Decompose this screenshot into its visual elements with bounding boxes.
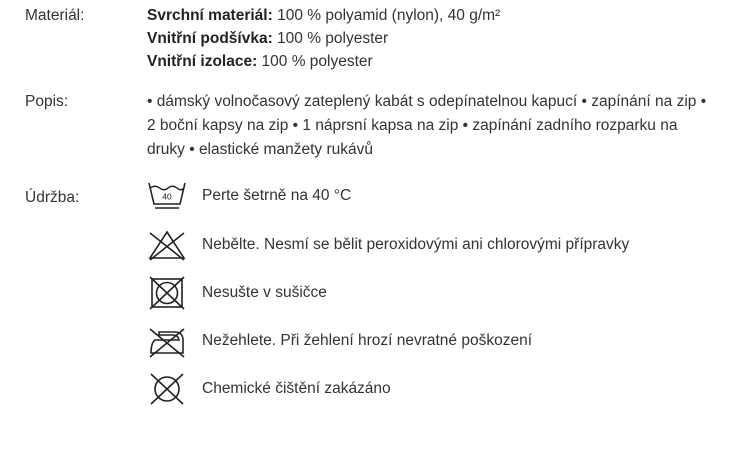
- care-text: Perte šetrně na 40 °C: [202, 187, 352, 204]
- material-name: Vnitřní podšívka:: [147, 30, 273, 47]
- wash-temp-text: 40: [162, 191, 172, 202]
- description-label: Popis:: [25, 93, 69, 110]
- material-name: Vnitřní izolace:: [147, 53, 258, 70]
- no-dry-clean-icon: [147, 371, 187, 407]
- material-line-outer: [147, 4, 500, 27]
- care-item-wash: [147, 178, 707, 214]
- material-label: Materiál:: [25, 7, 85, 24]
- care-item-iron: [147, 323, 707, 359]
- care-item-dryclean: [147, 371, 707, 407]
- care-text: Nesušte v sušičce: [202, 284, 327, 301]
- care-item-dry: [147, 275, 707, 311]
- care-item-bleach: [147, 227, 707, 263]
- description-text: • dámský volnočasový zateplený kabát s odepínatelnou kapucí • zapínání na zip • 2 boční kapsy na zip • 1 náprsní kapsa na zip • zapínání zadního rozparku na druky • elastické manžety rukávů: [147, 93, 707, 158]
- material-name: Svrchní materiál:: [147, 7, 273, 24]
- no-tumble-dry-icon: [147, 275, 187, 311]
- material-value: 100 % polyester: [257, 53, 373, 70]
- care-text: Nežehlete. Při žehlení hrozí nevratné poškození: [202, 332, 532, 349]
- wash-40-gentle-icon: [147, 178, 187, 214]
- care-text: Chemické čištění zakázáno: [202, 380, 391, 397]
- no-iron-icon: [147, 323, 187, 359]
- material-list: [147, 4, 500, 73]
- care-text: Nebělte. Nesmí se bělit peroxidovými ani chlorovými přípravky: [202, 236, 630, 253]
- material-value: 100 % polyamid (nylon), 40 g/m²: [272, 7, 501, 24]
- material-line-insulation: [147, 50, 500, 73]
- material-line-lining: [147, 27, 500, 50]
- no-bleach-icon: [147, 227, 187, 263]
- care-label: Údržba:: [25, 189, 80, 206]
- material-value: 100 % polyester: [272, 30, 389, 47]
